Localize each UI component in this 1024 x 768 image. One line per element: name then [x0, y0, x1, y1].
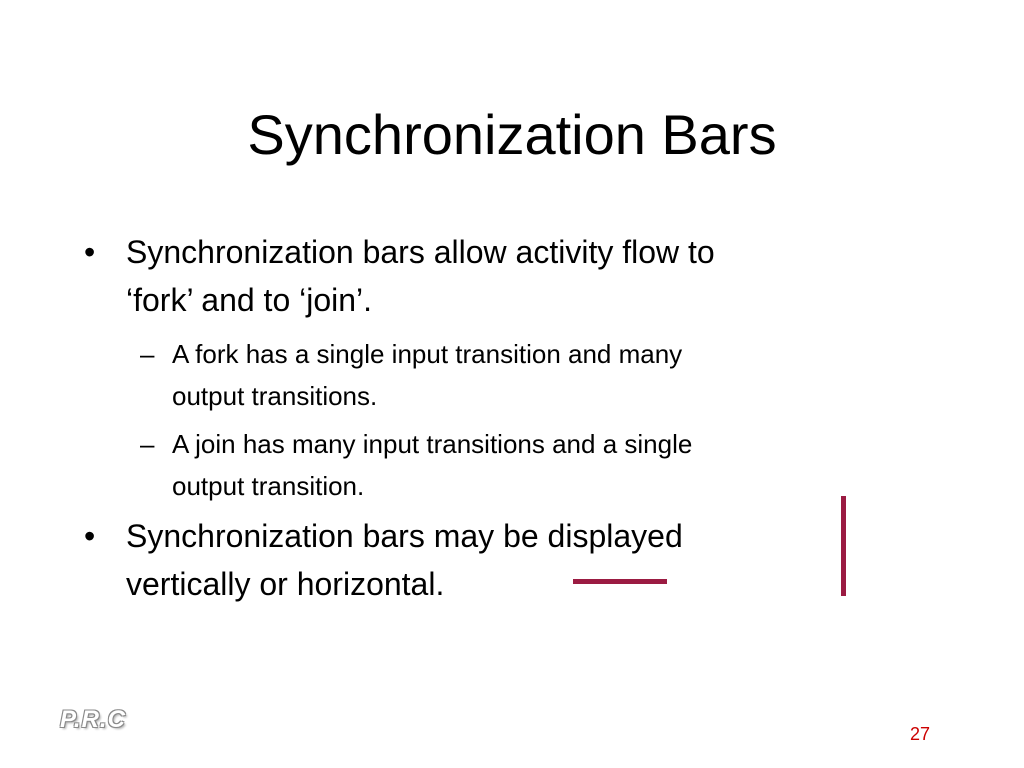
page-number: 27: [910, 724, 931, 744]
sub-bullet-text-line-2: output transition.: [172, 471, 365, 501]
slide-body: [84, 228, 884, 616]
bullet-marker: •: [84, 234, 96, 270]
bullet-item: [84, 512, 884, 608]
horizontal-synchronization-bar: [573, 579, 667, 584]
sub-bullet-marker: –: [140, 429, 155, 459]
vertical-synchronization-bar: [841, 496, 846, 596]
bullet-text-line-1: Synchronization bars allow activity flow to: [126, 234, 715, 270]
sub-bullet-marker: –: [140, 339, 155, 369]
sub-bullet-text-line-1: A fork has a single input transition and many: [172, 339, 683, 369]
sub-bullet-text-line-1: A join has many input transitions and a single: [172, 429, 693, 459]
sub-bullet-text-line-2: output transitions.: [172, 381, 378, 411]
slide-title: Synchronization Bars: [247, 103, 777, 166]
bullet-item: [84, 228, 884, 324]
bullet-text-line-2: vertically or horizontal.: [126, 566, 445, 602]
prc-logo: P.R.C: [60, 706, 126, 733]
bullet-text-line-1: Synchronization bars may be displayed: [126, 518, 683, 554]
sub-bullet-item: [84, 332, 884, 418]
bullet-marker: •: [84, 518, 96, 554]
bullet-text-line-2: ‘fork’ and to ‘join’.: [126, 282, 373, 318]
sub-bullet-item: [84, 422, 884, 508]
